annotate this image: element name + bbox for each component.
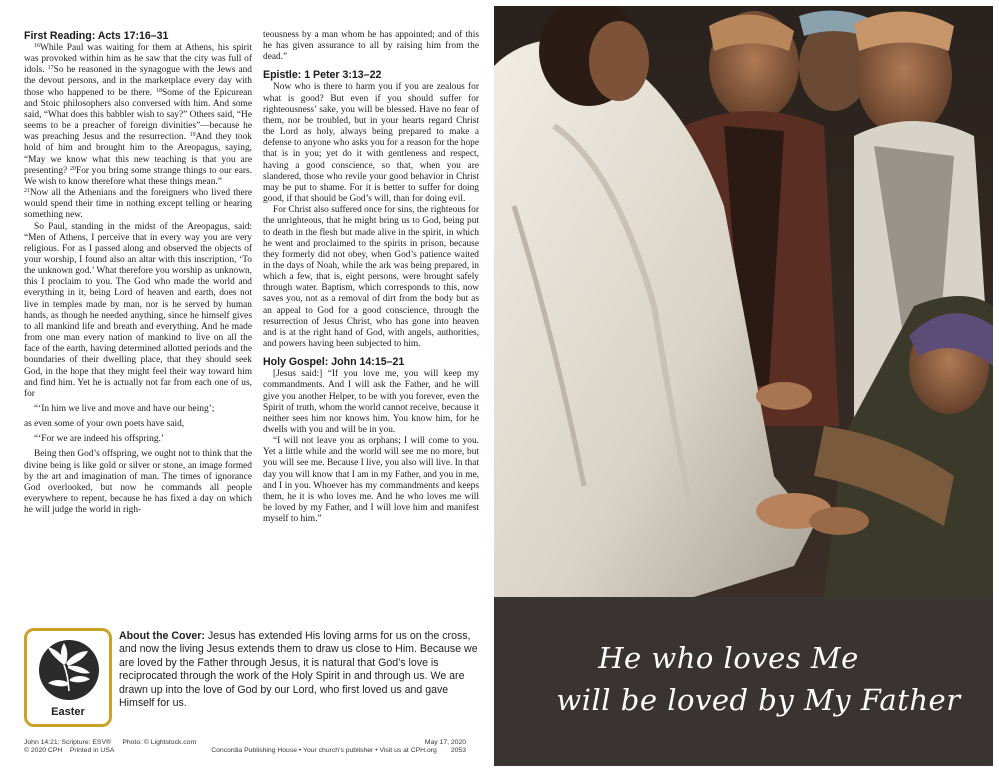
season-label: Easter: [51, 706, 85, 718]
gospel-paragraph-1: [Jesus said:] “If you love me, you will keep my commandments. And I will ask the Father, and he will give you another Helper, to be with you forever, even the Spirit of truth, whom the world cannot receive, because it neither sees him nor knows him. You know him, for he dwells with you and will be in you.: [263, 369, 479, 435]
easter-emblem: [24, 628, 112, 727]
cover-photo: [494, 6, 993, 597]
footer-scripture: John 14:21; Scripture: ESV®: [24, 739, 111, 746]
footer: [24, 739, 484, 756]
cover-page: [494, 6, 993, 766]
epistle-heading: Epistle: 1 Peter 3:13–22: [263, 69, 382, 82]
gospel-paragraph-2: “I will not leave you as orphans; I will come to you. Yet a little while and the world will see me no more, but you will see me. Because I live, you also will live. In that day you will know that I am in my Father, and you in me, and I in you. Whoever has my commandments and keeps them, he it is who loves me. And he who loves me will be loved by my Father, and I will love him and manifest myself to him.”: [263, 436, 479, 525]
poet-quote-2: “‘For we are indeed his offspring.’: [34, 434, 164, 445]
first-reading-heading: First Reading: Acts 17:16–31: [24, 30, 169, 42]
first-reading-paragraph-1: $^{16}$While Paul was waiting for them at Athens, his spirit was provoked within him as he saw that the city was full of idols. $^{17}$So he reasoned in the synagogue with the Jews and the devout persons, and in the marketplace every day with those who happened to be there. $^{18}$Some of the Epicurean and Stoic philosophers also conversed with him. And some said, “What does this babbler wish to say?” Others said, “He seems to be a preacher of foreign divinities”—because he was preaching Jesus and the resurrection. $^{19}$And they took hold of him and brought him to the Areopagus, saying, “May we know what this new teaching is that you are presenting? $^{20}$For you bring some strange things to our ears. We wish to know therefore what these things mean.” $^{21}$Now all the Athenians and the foreigners who lived there would spend their time in nothing except telling or hearing something new.: [24, 43, 253, 221]
epistle-paragraph-2: For Christ also suffered once for sins, the righteous for the unrighteous, that he might bring us to God, being put to death in the flesh but made alive in the spirit, in which he went and proclaimed to the spirits in prison, because they formerly did not obey, when God’s patience waited in the days of Noah, while the ark was being prepared, in which a few, that is, eight persons, were brought safely through water. Baptism, which corresponds to this, now saves you, not as a removal of dirt from the body but as an appeal to God for a good conscience, through the resurrection of Jesus Christ, who has gone into heaven and is at the right hand of God, with angels, authorities, and powers having been subjected to him.: [263, 205, 479, 350]
gospel-heading: Holy Gospel: John 14:15–21: [263, 356, 405, 369]
epistle-paragraph-1: Now who is there to harm you if you are zealous for what is good? But even if you should suffer for righteousness’ sake, you will be blessed. Have no fear of them, nor be troubled, but in your hearts regard Christ the Lord as holy, always being prepared to make a defense to anyone who asks you for a reason for the hope that is in you; yet do it with gentleness and respect, having a good conscience, so that, when you are slandered, those who revile your good behavior in Christ may be put to shame. For it is better to suffer for doing good, if that should be God’s will, than for doing evil.: [263, 82, 479, 205]
poet-quote-1: “‘In him we live and move and have our being’;: [34, 404, 215, 414]
footer-date: May 17, 2020: [424, 739, 466, 746]
tagline-band: [494, 599, 993, 766]
footer-copyright: © 2020 CPH: [24, 747, 63, 755]
footer-publisher: Concordia Publishing House • Your church’s publisher • Visit us at CPH.org: [211, 747, 437, 754]
first-reading-paragraph-3: Being then God’s offspring, we ought not to think that the divine being is like gold or silver or stone, an image formed by the art and imagination of man. The times of ignorance God overlooked, but now he commands all people everywhere to repent, because he has fixed a day on which he will judge the world in righ-: [24, 449, 252, 516]
about-label: About the Cover:: [119, 630, 205, 642]
footer-photo-credit: Photo: © Lightstock.com: [122, 739, 197, 746]
first-reading-continuation: teousness by a man whom he has appointed; and of this he has given assurance to all by raising him from the dead.”: [263, 30, 479, 63]
column-2: [263, 30, 479, 525]
left-page: [0, 0, 490, 773]
tagline-line-2: will be loved by My Father: [556, 683, 961, 717]
about-body: Jesus has extended His loving arms for us on the cross, and now the living Jesus extends them to draw us close to Him. Because we are loved by the Father through Jesus, it is natural that God’s love is reciprocated through the work of the Holy Spirit in and through us. We are drawn up into the love of God by our Lord, who first loved us and gave Himself for us.: [119, 630, 478, 710]
footer-code: 2053: [450, 747, 466, 755]
poets-line: as even some of your own poets have said,: [24, 419, 185, 430]
first-reading-paragraph-2: So Paul, standing in the midst of the Areopagus, said: “Men of Athens, I perceive that in every way you are very religious. For as I passed along and observed the objects of your worship, I found also an altar with this inscription, ‘To the unknown god.’ What therefore you worship as unknown, this I proclaim to you. The God who made the world and everything in it, being Lord of heaven and earth, does not live in temples made by man, nor is he served by human hands, as though he needed anything, since he himself gives to all mankind life and breath and everything. And he made from one man every nation of mankind to live on all the face of the earth, having determined allotted periods and the boundaries of their dwelling place, that they should seek God, in the hope that they might feel their way toward him and find him. Yet he is actually not far from each one of us, for: [24, 221, 252, 399]
easter-lily-icon: [38, 639, 100, 701]
tagline-line-1: He who loves Me: [598, 641, 859, 675]
column-1: [24, 30, 252, 516]
footer-date-block: [425, 739, 466, 756]
about-text: [119, 630, 484, 710]
footer-printed: Printed in USA: [69, 747, 115, 755]
about-the-cover: [24, 628, 484, 728]
